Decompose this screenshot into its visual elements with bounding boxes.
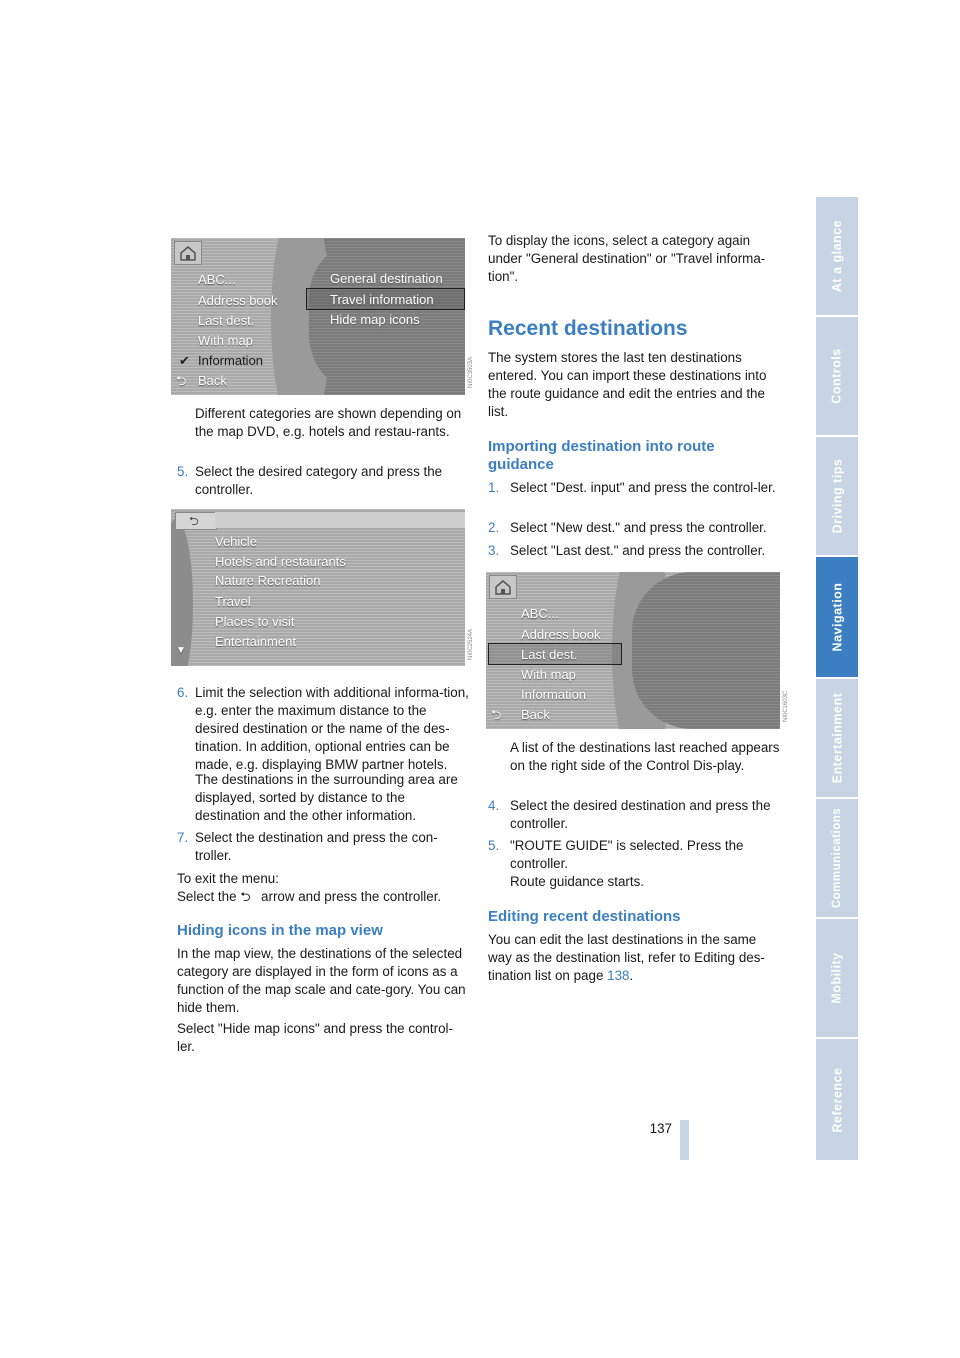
back-arrow-icon[interactable]: ⮌ [176, 373, 187, 388]
menu-item-back[interactable]: Back [198, 373, 227, 388]
tab-label: Controls [830, 348, 845, 404]
step-text: Select the desired destination and press the controller. [510, 798, 771, 831]
step-7 [177, 829, 469, 865]
category-places-to-visit[interactable]: Places to visit [215, 614, 295, 629]
page-link-138[interactable]: 138 [607, 968, 630, 983]
heading-importing: Importing destination into route guidance [488, 438, 715, 473]
home-icon [489, 575, 517, 599]
scroll-down-arrow-icon[interactable]: ▼ [176, 645, 186, 656]
menu-item-travel-information[interactable]: Travel information [330, 292, 434, 307]
paragraph-surrounding: The destinations in the surrounding area are displayed, sorted by distance to the destination and the other information. [195, 772, 458, 823]
tab-label: Entertainment [830, 692, 845, 784]
step-5-left [177, 463, 469, 499]
menu-item-abc[interactable]: ABC... [198, 272, 236, 287]
step-6 [177, 684, 473, 774]
heading-hiding-icons: Hiding icons in the map view [177, 922, 383, 939]
home-icon [174, 241, 202, 265]
tab-label: At a glance [830, 219, 844, 293]
back-tab-icon[interactable]: ⮌ [175, 512, 217, 530]
tab-mobility[interactable] [816, 919, 858, 1037]
tab-at-a-glance[interactable] [816, 197, 858, 315]
header-bar [215, 512, 465, 528]
paragraph-editing [488, 931, 780, 985]
menu-item-back[interactable]: Back [521, 707, 550, 722]
step-text: Select the destination and press the con-troller. [195, 830, 438, 863]
category-hotels-restaurants[interactable]: Hotels and restaurants [215, 554, 346, 569]
paragraph-hiding: In the map view, the destinations of the selected category are displayed in the form of icons as a function of the map scale and cate-gory. You can hide them. [177, 946, 466, 1015]
menu-item-general-destination[interactable]: General destination [330, 271, 443, 286]
exit-text-start: Select the [177, 889, 237, 904]
tab-controls[interactable] [816, 317, 858, 435]
paragraph-list: A list of the destinations last reached appears on the right side of the Control Dis-play. [510, 740, 780, 773]
menu-item-address-book[interactable]: Address book [521, 627, 601, 642]
paragraph-display-icons: To display the icons, select a category again under "General destination" or "Travel informa-tion". [488, 233, 766, 284]
category-vehicle[interactable]: Vehicle [215, 534, 257, 549]
tab-driving-tips[interactable] [816, 437, 858, 555]
screenshot-category-list [171, 509, 465, 666]
exit-menu-label: To exit the menu: [177, 871, 279, 886]
menu-item-information[interactable]: Information [521, 687, 587, 702]
step-text: Select "Last dest." and press the controller. [510, 543, 766, 558]
step-number: 4. [488, 798, 500, 813]
step-text: Select the desired category and press the controller. [195, 464, 443, 497]
heading-recent-destinations: Recent destinations [488, 317, 688, 340]
step-1 [488, 479, 780, 497]
step-2 [488, 519, 786, 537]
step-text: Select "New dest." and press the controller. [510, 520, 767, 535]
tab-reference[interactable] [816, 1039, 858, 1160]
tab-label: Navigation [830, 582, 844, 652]
tab-label: Mobility [830, 952, 844, 1004]
step-number: 2. [488, 520, 500, 535]
exit-menu-instruction [177, 888, 441, 906]
back-arrow-icon: ⮌ [240, 889, 251, 904]
tab-communications[interactable] [816, 799, 858, 917]
paragraph-hiding-2: Select "Hide map icons" and press the control-ler. [177, 1021, 453, 1054]
screenshot-last-dest-menu [486, 572, 780, 729]
page-number: 137 [649, 1121, 672, 1136]
step-number: 5. [488, 838, 500, 853]
menu-item-with-map[interactable]: With map [521, 667, 576, 682]
step-3 [488, 542, 786, 560]
category-entertainment[interactable]: Entertainment [215, 634, 296, 649]
checkmark-icon: ✔ [179, 353, 190, 368]
menu-item-last-dest[interactable]: Last dest. [198, 313, 255, 328]
category-travel[interactable]: Travel [215, 594, 251, 609]
image-code: NI0C2524A [468, 628, 474, 660]
image-code: NI0C1603C [783, 690, 789, 722]
step-text: Limit the selection with additional informa-tion, e.g. enter the maximum distance to the desired destination or the name of the des-tination. In addition, optional entries can be made, e.g. displaying BMW partner hotels. [195, 685, 469, 772]
page-number-bar [680, 1120, 689, 1160]
step-text: Select "Dest. input" and press the control-ler. [510, 480, 776, 495]
step-number: 1. [488, 480, 500, 495]
tab-entertainment[interactable] [816, 679, 858, 797]
exit-text-end: arrow and press the controller. [261, 889, 442, 904]
chapter-sidebar [816, 197, 858, 1160]
paragraph-categories: Different categories are shown depending on the map DVD, e.g. hotels and restau-rants. [195, 406, 462, 439]
editing-period: . [629, 968, 634, 983]
step-number: 3. [488, 543, 500, 558]
heading-editing: Editing recent destinations [488, 908, 681, 925]
back-arrow-icon[interactable]: ⮌ [491, 707, 502, 722]
tab-label: Reference [830, 1067, 845, 1132]
menu-item-hide-map-icons[interactable]: Hide map icons [330, 312, 420, 327]
step-4 [488, 797, 780, 833]
step-5-right [488, 837, 768, 873]
paragraph-route-starts: Route guidance starts. [510, 874, 644, 889]
menu-item-last-dest[interactable]: Last dest. [521, 647, 578, 662]
screenshot-travel-information-menu [171, 238, 465, 395]
paragraph-recent: The system stores the last ten destinations entered. You can import these destinations into the route guidance and edit the entries and the list. [488, 350, 767, 419]
right-pane [632, 572, 780, 729]
image-code: NI0C3503A [468, 356, 474, 388]
menu-item-information[interactable]: Information [198, 353, 264, 368]
menu-item-abc[interactable]: ABC... [521, 606, 559, 621]
scroll-curve [171, 519, 193, 666]
tab-label: Driving tips [830, 458, 845, 534]
category-nature-recreation[interactable]: Nature Recreation [215, 573, 321, 588]
step-number: 5. [177, 464, 189, 479]
step-number: 7. [177, 830, 189, 845]
step-text: "ROUTE GUIDE" is selected. Press the controller. [510, 838, 744, 871]
menu-item-with-map[interactable]: With map [198, 333, 253, 348]
menu-item-address-book[interactable]: Address book [198, 293, 278, 308]
tab-label: Communications [831, 807, 844, 909]
tab-navigation[interactable] [816, 557, 858, 677]
step-number: 6. [177, 685, 189, 700]
editing-text: You can edit the last destinations in the same way as the destination list, refer to Editing des-tination list on page [488, 932, 765, 983]
